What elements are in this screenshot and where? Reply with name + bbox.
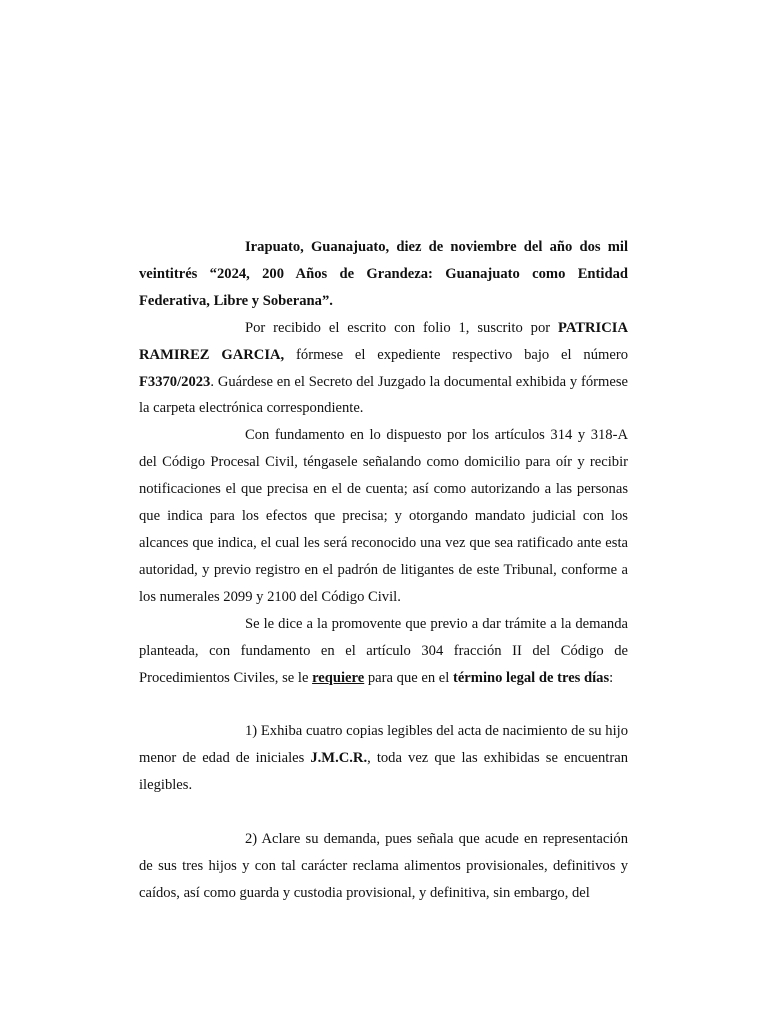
spacer (139, 691, 628, 718)
requirement-text-b: para que en el (364, 669, 453, 686)
requirement-item-2 (139, 826, 628, 907)
spacer (139, 799, 628, 826)
place-date-heading (139, 234, 628, 315)
item1-text-b: , toda vez que las exhibidas se encuentran ilegibles. (139, 750, 628, 794)
requirement-text-c: : (609, 669, 614, 686)
receipt-text-c: . Guárdese en el Secreto del Juzgado la documental exhibida y fórmese la carpeta electrónica correspondiente. (139, 373, 628, 417)
paragraph-requirement (139, 611, 628, 692)
requirement-text-a: Se le dice a la promovente que previo a dar trámite a la demanda planteada, con fundamento en el artículo 304 fracción II del Código de Procedimientos Civiles, se le (139, 615, 628, 686)
item1-text-a: 1) Exhiba cuatro copias legibles del acta de nacimiento de su hijo menor de edad de iniciales (139, 723, 628, 767)
grounds-text: Con fundamento en lo dispuesto por los artículos 314 y 318-A del Código Procesal Civil, téngasele señalando como domicilio para oír y recibir notificaciones el que precisa en el de cuenta; así como autorizando a las personas que indica para los efectos que precisa; y otorgando mandato judicial con los alcances que indica, el cual les será reconocido una vez que sea ratificado ante esta autoridad, y previo registro en el padrón de litigantes de este Tribunal, conforme a los numerales 2099 y 2100 del Código Civil. (139, 427, 628, 605)
legal-term: término legal de tres días (452, 669, 610, 686)
requiere-word: requiere (312, 669, 365, 686)
item2-text: 2) Aclare su demanda, pues señala que acude en representación de sus tres hijos y con tal carácter reclama alimentos provisionales, definitivos y caídos, así como guarda y custodia provisional, y definitiva, sin embargo, del (139, 830, 628, 901)
child-initials: J.M.C.R. (310, 750, 368, 767)
paragraph-receipt (139, 315, 628, 423)
case-number: F3370/2023 (139, 373, 211, 390)
requirement-item-1 (139, 718, 628, 799)
place-date-text: Irapuato, Guanajuato, diez de noviembre del año dos mil veintitrés “2024, 200 Años de Grandeza: Guanajuato como Entidad Federativa, Libre y Soberana”. (139, 239, 628, 309)
receipt-text-b: fórmese el expediente respectivo bajo el número (284, 346, 628, 363)
party-name: PATRICIA RAMIREZ GARCIA, (139, 319, 628, 363)
paragraph-grounds (139, 422, 628, 610)
document-body (139, 234, 628, 907)
receipt-text-a: Por recibido el escrito con folio 1, suscrito por (245, 319, 558, 336)
